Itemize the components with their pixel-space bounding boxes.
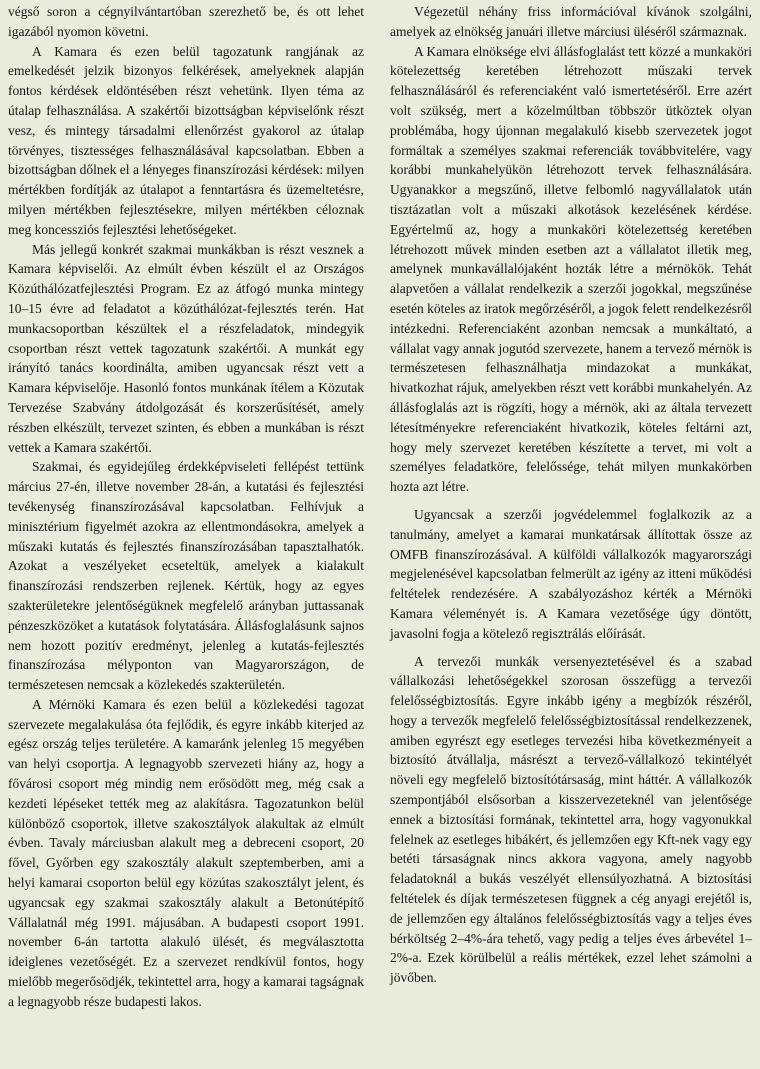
right-column bbox=[390, 2, 752, 988]
paragraph: Más jellegű konkrét szakmai munkákban is részt vesznek a Kamara képviselői. Az elmúlt évben készült el az Országos Közúthálózatfejlesztési Program. Ez az átfogó munka mintegy 10–15 évre ad feladatot a közúthálózat-fejlesztés terén. Hat munkacsoportban készültek el a részfeladatok, mindegyik csoportban részt vettek tagozatunk szakértői. A munkát egy irányító tanács koordinálta, amiben ugyancsak részt vett a Kamara képviselője. Hasonló fontos munkának ítélem a Közutak Tervezése Szabvány átdolgozását és korszerűsítését, amely részben elkészült, tervezet szinten, és ebben a munkában is részt vettek a Kamara szakértői. bbox=[8, 241, 364, 455]
paragraph: Végezetül néhány friss információval kívánok szolgálni, amelyek az elnökség januári illetve márciusi üléséről származnak. bbox=[390, 4, 752, 39]
paragraph: Szakmai, és egyidejűleg érdekképviseleti fellépést tettünk március 27-én, illetve november 28-án, a kutatási és fejlesztési tevékenység finanszírozásával kapcsolatban. Felhívjuk a minisztérium figyelmét azokra az ellentmondásokra, amelyek a műszaki kutatás és fejlesztés finanszírozásában tapasztalhatók. Azokat a veszélyeket ecseteltük, amelyek a kialakult finanszírozási rendszerben rejlenek. Kértük, hogy az egyes szakterületekre jelentőségüknek megfelelő arányban juttassanak pénzeszközöket a kutatások folytatására. Állásfoglalásunk sajnos nem hozott pozitív eredményt, jelenleg a kutatás-fejlesztés finanszírozása mélyponton van Magyarországon, de természetesen nemcsak a közlekedés szakterületén. bbox=[8, 459, 364, 693]
paragraph: A Kamara elnöksége elvi állásfoglalást tett közzé a munkaköri kötelezettség keretében létrehozott műszaki tervek felhasználásáról és referenciaként való ismertetéséről. Erre azért volt szükség, mert a közelmúltban többször ütköztek olyan problémába, hogy újonnan megalakuló kisebb szervezetek jogot formáltak a személyes szakmai referenciák továbbvitelére, vagy korábbi munkahelyükön létrehozott tervek felhasználására. Ugyanakkor a megszűnő, illetve felbomló nagyvállalatok után tisztázatlan volt a műszaki alkotások kezelésének kérdése. Egyértelmű az, hogy a munkaköri kötelezettség keretében létrehozott művek minden esetben azt a vállalatot illetik meg, amelynek munkavállalójaként hozták létre a mérnökök. Tehát alapvetően a vállalat rendelkezik a szerzői jogokkal, megszűnése esetén köteles az iratok megőrzéséről, a jogok felett rendelkezésről intézkedni. Referenciaként azonban nemcsak a munkáltató, a vállalat vagy annak jogutód szervezete, hanem a tervező mérnök is természetesen felhasználhatja mindazokat a munkákat, hivatkozhat rájuk, amelyekben részt vett korábbi munkahelyén. Az állásfoglalás azt is rögzíti, hogy a mérnök, aki az általa tervezett létesítményekre referenciaként hivatkozik, köteles feltárni azt, hogy mely szervezet keretében készítette a tervet, mi volt a személyes feladatköre, felelőssége, tehát milyen munkakörben hozta azt létre. bbox=[390, 43, 752, 495]
paragraph: A Kamara és ezen belül tagozatunk rangjának az emelkedését jelzik bizonyos felkérések, amelyeknek alapján fontos kérdések eldöntésében részt vehetünk. Ilyen téma az útalap felhasználása. A szakértői bizottságban képviselőnk részt vesz, és mintegy társadalmi ellenőrzést gyakorol az útalap törvényes, tisztességes felhasználásával kapcsolatban. Ebben a bizottságban dőlnek el a lényeges finanszírozási kérdések: milyen mértékben fordítják az útalapot a fenntartásra és üzemeltetésre, milyen mértékben fejlesztésekre, milyen mértékben céloznak meg koncessziós fejlesztési lehetőségeket. bbox=[8, 43, 364, 237]
paragraph: A tervezői munkák versenyeztetésével és a szabad vállalkozási lehetőségekkel szorosan összefügg a tervezői felelősségbiztosítás. Egyre inkább igény a megbízók részéről, hogy a tervezők megfelelő felelősségbiztosítással rendelkezzenek, amiben egyrészt egy esetleges tervezési hiba következményeit a biztosító átvállalja, másrészt a tervező-vállalkozó tekintélyét növeli egy megfelelő biztosítótársaság, mint háttér. A vállalkozók szempontjából elsősorban a kisszervezeteknél van jelentősége ennek a biztosítási formának, tekintettel arra, hogy vagyonukkal felelnek az esetleges hibákért, és jellemzően egy Kft-nek vagy egy betéti társaságnak nincs akkora vagyona, amely nagyobb feladatoknál a bukás veszélyét ellensúlyozhatná. A biztosítási feltételek és díjak természetesen függnek a cég anyagi erejétől is, de jellemzően egy általános felelősségbiztosítás vagy a teljes éves bérköltség 2–4%-ára tehető, vagy pedig a teljes éves árbevétel 1–2%-a. Ezek körülbelül a reális mértékek, ezzel lehet számolni a jövőben. bbox=[390, 653, 752, 986]
paragraph: végső soron a cégnyilvántartóban szerezhető be, és ott lehet igazából nyomon követni. bbox=[8, 4, 364, 39]
left-column bbox=[8, 2, 364, 1012]
paragraph: Ugyancsak a szerzői jogvédelemmel foglalkozik az a tanulmány, amelyet a kamarai munkatársak állítottak össze az OMFB finanszírozásával. A külföldi vállalkozók magyarországi megjelenésével kapcsolatban felmerült az igény az itteni működési feltételek rendezésére. A szabályozáshoz kérték a Mérnöki Kamara véleményét is. A Kamara vezetősége úgy döntött, javasolni fogja a kötelező regisztrálás előírását. bbox=[390, 506, 752, 641]
paragraph: A Mérnöki Kamara és ezen belül a közlekedési tagozat szervezete megalakulása óta fejlődik, és egyre inkább kiterjed az egész ország teljes területére. A kamaránk jelenleg 15 megyében van helyi csoportja. A legnagyobb szervezeti hiány az, hogy a fővárosi csoport még mindig nem erősödött meg, még csak a kezdeti lépéseket tették meg az alakításra. Tagozatunkon belül különböző csoportok, illetve szakosztályok alakultak az elmúlt évben. Tavaly márciusban alakult meg a debreceni csoport, 20 fővel, Győrben egy szakosztály alakult szeptemberben, ami a helyi kamarai csoporton belül egy közútas szakosztályt jelent, és ugyancsak egy szakmai szakosztály alakult a Betonútépítő Vállalatnál még 1991. májusában. A budapesti csoport 1991. november 6-án tartotta alakuló ülését, és megválasztotta ideiglenes vezetőségét. Ez a szervezet rendkívül fontos, hogy mielőbb megerősödjék, tekintettel arra, hogy a kamarai tagságnak a legnagyobb része budapesti lakos. bbox=[8, 696, 364, 1009]
